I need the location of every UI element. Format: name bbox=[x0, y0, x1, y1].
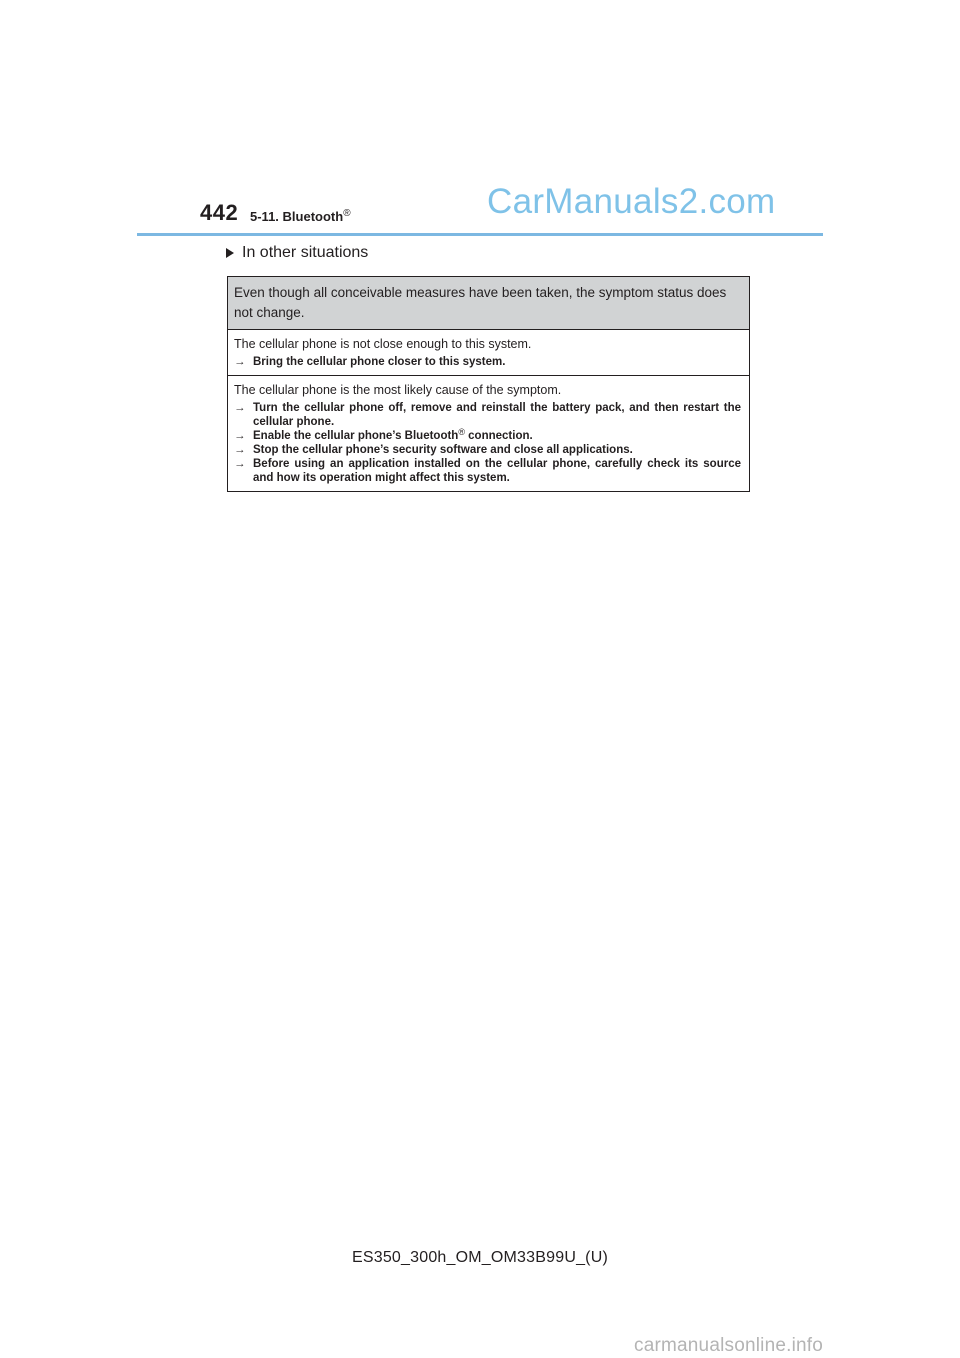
section-title bbox=[250, 208, 351, 224]
remedy-item bbox=[234, 429, 741, 443]
remedy-text bbox=[253, 429, 741, 443]
remedy-text: Bring the cellular phone closer to this system. bbox=[253, 356, 506, 368]
subheading-text: In other situations bbox=[242, 244, 369, 261]
remedy-text: Stop the cellular phone’s security software and close all applications. bbox=[253, 444, 633, 456]
remedy-item bbox=[234, 355, 741, 369]
cause-text: The cellular phone is not close enough to this system. bbox=[234, 337, 532, 351]
triangle-bullet-icon bbox=[226, 248, 234, 258]
remedy-text-after: connection. bbox=[464, 430, 533, 442]
watermark-bottom: carmanualsonline.info bbox=[634, 1335, 824, 1356]
table-row bbox=[228, 330, 749, 376]
remedy-text: Turn the cellular phone off, remove and reinstall the battery pack, and then restart the cellular phone. bbox=[253, 402, 741, 428]
registered-mark: ® bbox=[458, 427, 465, 437]
remedy-text-before: Enable the cellular phone’s Bluetooth bbox=[253, 430, 459, 442]
cause-text: The cellular phone is the most likely cause of the symptom. bbox=[234, 383, 562, 397]
header-rule bbox=[137, 233, 823, 236]
table-row bbox=[228, 376, 749, 491]
arrow-icon: → bbox=[234, 356, 246, 368]
table-header: Even though all conceivable measures have been taken, the symptom status does not change. bbox=[228, 277, 749, 330]
arrow-icon: → bbox=[234, 458, 246, 470]
troubleshooting-table bbox=[227, 276, 750, 492]
remedy-item bbox=[234, 443, 741, 457]
arrow-icon: → bbox=[234, 402, 246, 414]
subheading bbox=[226, 244, 368, 262]
remedy-text: Before using an application installed on the cellular phone, carefully check its source and how its operation might affect this system. bbox=[253, 458, 741, 484]
manual-code-footer: ES350_300h_OM_OM33B99U_(U) bbox=[351, 1249, 608, 1266]
watermark-top: CarManuals2.com bbox=[487, 182, 776, 221]
arrow-icon: → bbox=[234, 444, 246, 456]
section-title-text: 5-11. Bluetooth bbox=[250, 209, 344, 224]
remedy-item bbox=[234, 401, 741, 429]
page-number: 442 bbox=[200, 200, 239, 225]
arrow-icon: → bbox=[234, 430, 246, 442]
remedy-item bbox=[234, 457, 741, 485]
registered-mark: ® bbox=[343, 208, 351, 219]
